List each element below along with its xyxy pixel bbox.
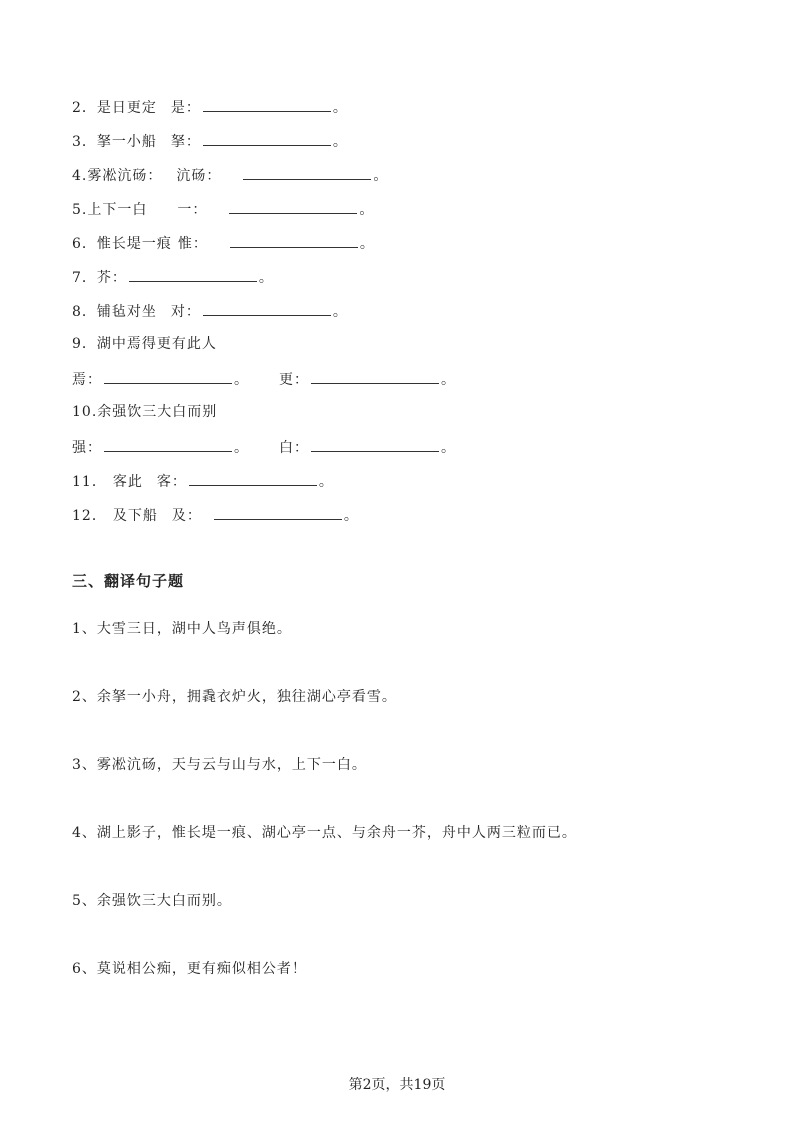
question-key: 沆砀：: [176, 168, 222, 184]
question-6: [72, 233, 375, 253]
period: 。: [441, 440, 456, 456]
question-7: [72, 267, 274, 287]
page-footer: 第2页，共19页: [348, 1077, 446, 1093]
question-key: 对：: [170, 304, 201, 320]
question-number: 3．: [72, 134, 97, 150]
question-11: [72, 471, 334, 491]
question-text: 上下一白: [87, 202, 148, 218]
question-12: [72, 505, 359, 525]
question-key: 焉：: [72, 372, 102, 388]
question-8: [72, 301, 348, 321]
question-key: 拏：: [170, 134, 201, 150]
answer-blank[interactable]: [243, 165, 371, 180]
question-text: 惟长堤一痕: [96, 236, 172, 252]
translate-item: 1、大雪三日，湖中人鸟声俱绝。: [72, 621, 292, 637]
question-number: 12．: [72, 508, 107, 524]
period: 。: [258, 270, 274, 286]
translate-item: 5、余强饮三大白而别。: [72, 893, 232, 909]
question-key: 白：: [279, 440, 309, 456]
translate-item: 3、雾凇沆砀，天与云与山与水，上下一白。: [72, 757, 367, 773]
answer-blank[interactable]: [104, 437, 232, 452]
answer-blank[interactable]: [203, 301, 331, 316]
period: 。: [343, 508, 359, 524]
answer-blank[interactable]: [203, 131, 331, 146]
question-text: 余强饮三大白而别: [97, 404, 218, 420]
question-number: 5.: [72, 202, 88, 218]
answer-blank[interactable]: [189, 471, 317, 486]
question-key: 更：: [279, 372, 309, 388]
question-3: [72, 131, 348, 151]
translate-item: 6、莫说相公痴，更有痴似相公者！: [72, 961, 307, 977]
question-number: 7．: [72, 270, 97, 286]
answer-blank[interactable]: [104, 369, 232, 384]
translate-item: 2、余拏一小舟，拥毳衣炉火，独往湖心亭看雪。: [72, 689, 397, 705]
question-number: 10.: [72, 404, 98, 420]
question-text: 雾凇沆砀：: [87, 168, 163, 184]
period: 。: [373, 168, 389, 184]
question-text: 是日更定: [96, 100, 157, 116]
question-number: 9．: [72, 336, 97, 352]
answer-blank[interactable]: [311, 369, 439, 384]
question-key: 芥：: [96, 270, 127, 286]
answer-blank[interactable]: [230, 233, 358, 248]
question-10-answers: [72, 437, 456, 457]
period: 。: [332, 100, 348, 116]
question-key: 一：: [177, 202, 208, 218]
question-key: 客：: [156, 474, 187, 490]
question-text: 铺毡对坐: [96, 304, 157, 320]
question-key: 强：: [72, 440, 102, 456]
question-key: 是：: [170, 100, 201, 116]
question-text: 客此: [112, 474, 143, 490]
question-text: 湖中焉得更有此人: [96, 336, 217, 352]
question-key: 及：: [171, 508, 202, 524]
period: 。: [359, 202, 375, 218]
question-4: [72, 165, 388, 185]
period: 。: [332, 134, 348, 150]
period: 。: [234, 440, 249, 456]
answer-blank[interactable]: [229, 199, 357, 214]
question-text: 及下船: [112, 508, 158, 524]
question-number: 11．: [72, 474, 107, 490]
question-9: [72, 335, 217, 353]
answer-blank[interactable]: [311, 437, 439, 452]
question-9-answers: [72, 369, 456, 389]
period: 。: [234, 372, 249, 388]
period: 。: [318, 474, 334, 490]
answer-blank[interactable]: [214, 505, 342, 520]
question-10: [72, 403, 217, 421]
answer-blank[interactable]: [203, 97, 331, 112]
period: 。: [332, 304, 348, 320]
translate-item: 4、湖上影子，惟长堤一痕、湖心亭一点、与余舟一芥，舟中人两三粒而已。: [72, 825, 577, 841]
period: 。: [441, 372, 456, 388]
question-number: 4.: [72, 168, 88, 184]
question-text: 拏一小船: [96, 134, 157, 150]
question-2: [72, 97, 348, 117]
question-key: 惟：: [177, 236, 208, 252]
question-5: [72, 199, 374, 219]
period: 。: [359, 236, 375, 252]
question-number: 2．: [72, 100, 97, 116]
question-number: 8．: [72, 304, 97, 320]
section-title: 三、翻译句子题: [72, 572, 185, 590]
answer-blank[interactable]: [129, 267, 257, 282]
question-number: 6．: [72, 236, 97, 252]
